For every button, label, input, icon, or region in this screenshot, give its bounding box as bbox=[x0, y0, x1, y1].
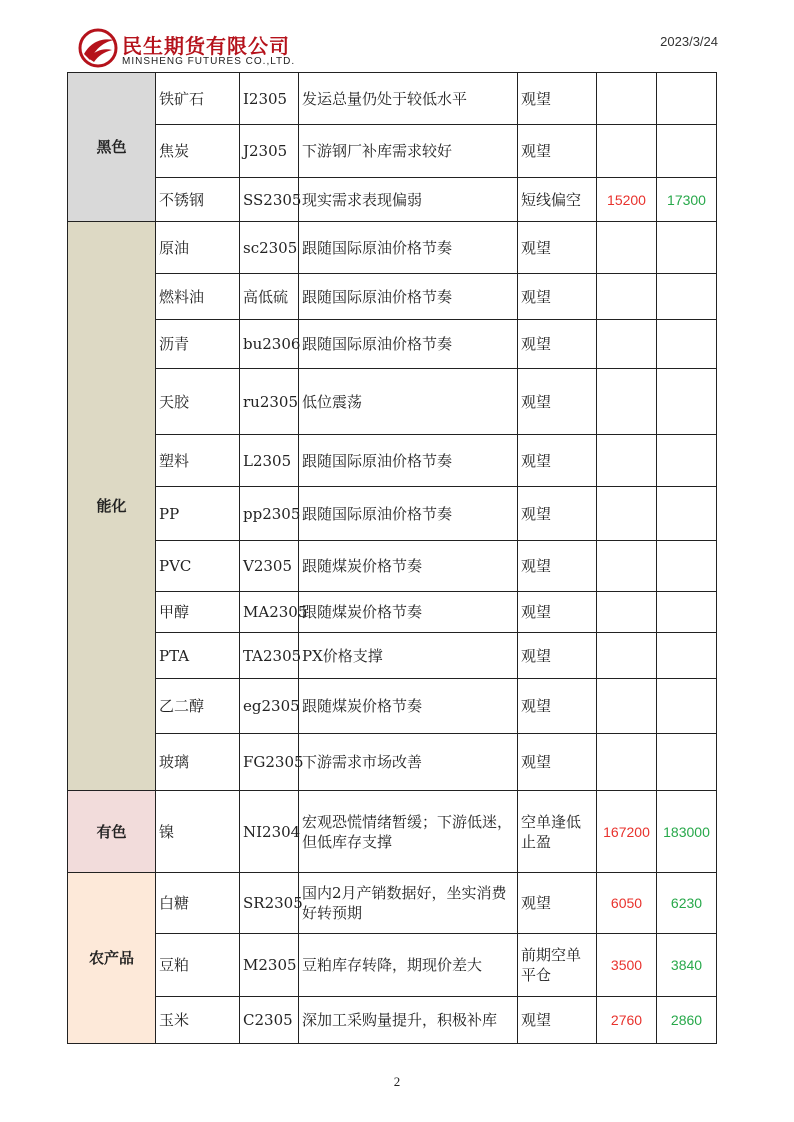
sector-label: 农产品 bbox=[68, 873, 156, 1044]
support-price-cell bbox=[597, 125, 657, 178]
resistance-price-cell bbox=[657, 541, 717, 592]
table-row bbox=[68, 934, 717, 997]
support-price-cell: 6050 bbox=[597, 873, 657, 934]
table-row bbox=[68, 320, 717, 369]
sector-label: 黑色 bbox=[68, 73, 156, 222]
product-cell: 不锈钢 bbox=[156, 178, 240, 222]
product-cell: 玉米 bbox=[156, 997, 240, 1044]
contract-cell: V2305 bbox=[240, 541, 299, 592]
view-cell: 现实需求表现偏弱 bbox=[299, 178, 518, 222]
product-cell: 玻璃 bbox=[156, 734, 240, 791]
resistance-price-cell bbox=[657, 679, 717, 734]
contract-cell: eg2305 bbox=[240, 679, 299, 734]
contract-cell: bu2306 bbox=[240, 320, 299, 369]
product-cell: 塑料 bbox=[156, 435, 240, 487]
support-price-cell bbox=[597, 274, 657, 320]
table-row bbox=[68, 734, 717, 791]
product-cell: 镍 bbox=[156, 791, 240, 873]
table-row bbox=[68, 541, 717, 592]
support-price-cell bbox=[597, 734, 657, 791]
strategy-cell: 观望 bbox=[518, 541, 597, 592]
resistance-price-cell bbox=[657, 369, 717, 435]
strategy-cell: 前期空单平仓 bbox=[518, 934, 597, 997]
strategy-cell: 短线偏空 bbox=[518, 178, 597, 222]
support-price-cell bbox=[597, 679, 657, 734]
strategy-cell: 观望 bbox=[518, 222, 597, 274]
contract-cell: SS2305 bbox=[240, 178, 299, 222]
support-price-cell: 2760 bbox=[597, 997, 657, 1044]
support-price-cell: 15200 bbox=[597, 178, 657, 222]
strategy-cell: 观望 bbox=[518, 997, 597, 1044]
table-row bbox=[68, 873, 717, 934]
table-row bbox=[68, 369, 717, 435]
strategy-cell: 观望 bbox=[518, 73, 597, 125]
contract-cell: 高低硫 bbox=[240, 274, 299, 320]
support-price-cell bbox=[597, 369, 657, 435]
page-number: 2 bbox=[393, 1074, 401, 1089]
company-name-cn: 民生期货有限公司 bbox=[122, 34, 290, 58]
table-row bbox=[68, 73, 717, 125]
support-price-cell bbox=[597, 592, 657, 633]
support-price-cell bbox=[597, 222, 657, 274]
strategy-table bbox=[67, 72, 717, 1044]
strategy-cell: 观望 bbox=[518, 274, 597, 320]
product-cell: 原油 bbox=[156, 222, 240, 274]
resistance-price-cell bbox=[657, 633, 717, 679]
contract-cell: M2305 bbox=[240, 934, 299, 997]
contract-cell: MA2305 bbox=[240, 592, 299, 633]
contract-cell: FG2305 bbox=[240, 734, 299, 791]
contract-cell: SR2305 bbox=[240, 873, 299, 934]
strategy-cell: 观望 bbox=[518, 592, 597, 633]
contract-cell: J2305 bbox=[240, 125, 299, 178]
contract-cell: C2305 bbox=[240, 997, 299, 1044]
contract-cell: I2305 bbox=[240, 73, 299, 125]
product-cell: 甲醇 bbox=[156, 592, 240, 633]
support-price-cell: 167200 bbox=[597, 791, 657, 873]
strategy-cell: 观望 bbox=[518, 734, 597, 791]
view-cell: 跟随煤炭价格节奏 bbox=[299, 541, 518, 592]
table-row bbox=[68, 679, 717, 734]
product-cell: 燃料油 bbox=[156, 274, 240, 320]
resistance-price-cell bbox=[657, 592, 717, 633]
strategy-cell: 观望 bbox=[518, 633, 597, 679]
strategy-cell: 观望 bbox=[518, 369, 597, 435]
support-price-cell: 3500 bbox=[597, 934, 657, 997]
strategy-cell: 观望 bbox=[518, 435, 597, 487]
view-cell: 发运总量仍处于较低水平 bbox=[299, 73, 518, 125]
strategy-cell: 观望 bbox=[518, 873, 597, 934]
resistance-price-cell: 17300 bbox=[657, 178, 717, 222]
resistance-price-cell bbox=[657, 222, 717, 274]
resistance-price-cell bbox=[657, 734, 717, 791]
strategy-cell: 观望 bbox=[518, 320, 597, 369]
resistance-price-cell bbox=[657, 125, 717, 178]
view-cell: 宏观恐慌情绪暂缓；下游低迷，但低库存支撑 bbox=[299, 791, 518, 873]
strategy-cell: 观望 bbox=[518, 125, 597, 178]
support-price-cell bbox=[597, 633, 657, 679]
product-cell: 焦炭 bbox=[156, 125, 240, 178]
view-cell: 跟随煤炭价格节奏 bbox=[299, 592, 518, 633]
table-row bbox=[68, 435, 717, 487]
support-price-cell bbox=[597, 541, 657, 592]
table-row bbox=[68, 178, 717, 222]
support-price-cell bbox=[597, 487, 657, 541]
contract-cell: ru2305 bbox=[240, 369, 299, 435]
product-cell: 天胶 bbox=[156, 369, 240, 435]
resistance-price-cell bbox=[657, 487, 717, 541]
contract-cell: NI2304 bbox=[240, 791, 299, 873]
product-cell: 铁矿石 bbox=[156, 73, 240, 125]
resistance-price-cell: 2860 bbox=[657, 997, 717, 1044]
table-row bbox=[68, 222, 717, 274]
product-cell: 豆粕 bbox=[156, 934, 240, 997]
view-cell: 跟随国际原油价格节奏 bbox=[299, 274, 518, 320]
table-row bbox=[68, 592, 717, 633]
sector-label: 能化 bbox=[68, 222, 156, 791]
view-cell: 下游钢厂补库需求较好 bbox=[299, 125, 518, 178]
contract-cell: sc2305 bbox=[240, 222, 299, 274]
support-price-cell bbox=[597, 320, 657, 369]
resistance-price-cell bbox=[657, 320, 717, 369]
resistance-price-cell bbox=[657, 435, 717, 487]
resistance-price-cell: 183000 bbox=[657, 791, 717, 873]
company-name-en: MINSHENG FUTURES CO.,LTD. bbox=[122, 56, 296, 67]
product-cell: 沥青 bbox=[156, 320, 240, 369]
view-cell: PX价格支撑 bbox=[299, 633, 518, 679]
product-cell: 乙二醇 bbox=[156, 679, 240, 734]
table-row bbox=[68, 274, 717, 320]
table-row bbox=[68, 125, 717, 178]
contract-cell: TA2305 bbox=[240, 633, 299, 679]
resistance-price-cell bbox=[657, 274, 717, 320]
table-row bbox=[68, 633, 717, 679]
view-cell: 跟随国际原油价格节奏 bbox=[299, 487, 518, 541]
strategy-cell: 观望 bbox=[518, 487, 597, 541]
sector-label: 有色 bbox=[68, 791, 156, 873]
view-cell: 跟随煤炭价格节奏 bbox=[299, 679, 518, 734]
product-cell: 白糖 bbox=[156, 873, 240, 934]
view-cell: 跟随国际原油价格节奏 bbox=[299, 435, 518, 487]
table-row bbox=[68, 487, 717, 541]
view-cell: 跟随国际原油价格节奏 bbox=[299, 222, 518, 274]
resistance-price-cell bbox=[657, 73, 717, 125]
page-header bbox=[0, 0, 794, 72]
contract-cell: pp2305 bbox=[240, 487, 299, 541]
view-cell: 跟随国际原油价格节奏 bbox=[299, 320, 518, 369]
report-date: 2023/3/24 bbox=[660, 34, 718, 49]
minsheng-logo-icon bbox=[78, 28, 118, 68]
resistance-price-cell: 6230 bbox=[657, 873, 717, 934]
view-cell: 低位震荡 bbox=[299, 369, 518, 435]
view-cell: 深加工采购量提升，积极补库 bbox=[299, 997, 518, 1044]
resistance-price-cell: 3840 bbox=[657, 934, 717, 997]
support-price-cell bbox=[597, 435, 657, 487]
product-cell: PTA bbox=[156, 633, 240, 679]
support-price-cell bbox=[597, 73, 657, 125]
table-row bbox=[68, 997, 717, 1044]
table-row bbox=[68, 791, 717, 873]
view-cell: 国内2月产销数据好，坐实消费好转预期 bbox=[299, 873, 518, 934]
strategy-cell: 空单逢低止盈 bbox=[518, 791, 597, 873]
contract-cell: L2305 bbox=[240, 435, 299, 487]
product-cell: PVC bbox=[156, 541, 240, 592]
product-cell: PP bbox=[156, 487, 240, 541]
view-cell: 豆粕库存转降，期现价差大 bbox=[299, 934, 518, 997]
strategy-cell: 观望 bbox=[518, 679, 597, 734]
view-cell: 下游需求市场改善 bbox=[299, 734, 518, 791]
